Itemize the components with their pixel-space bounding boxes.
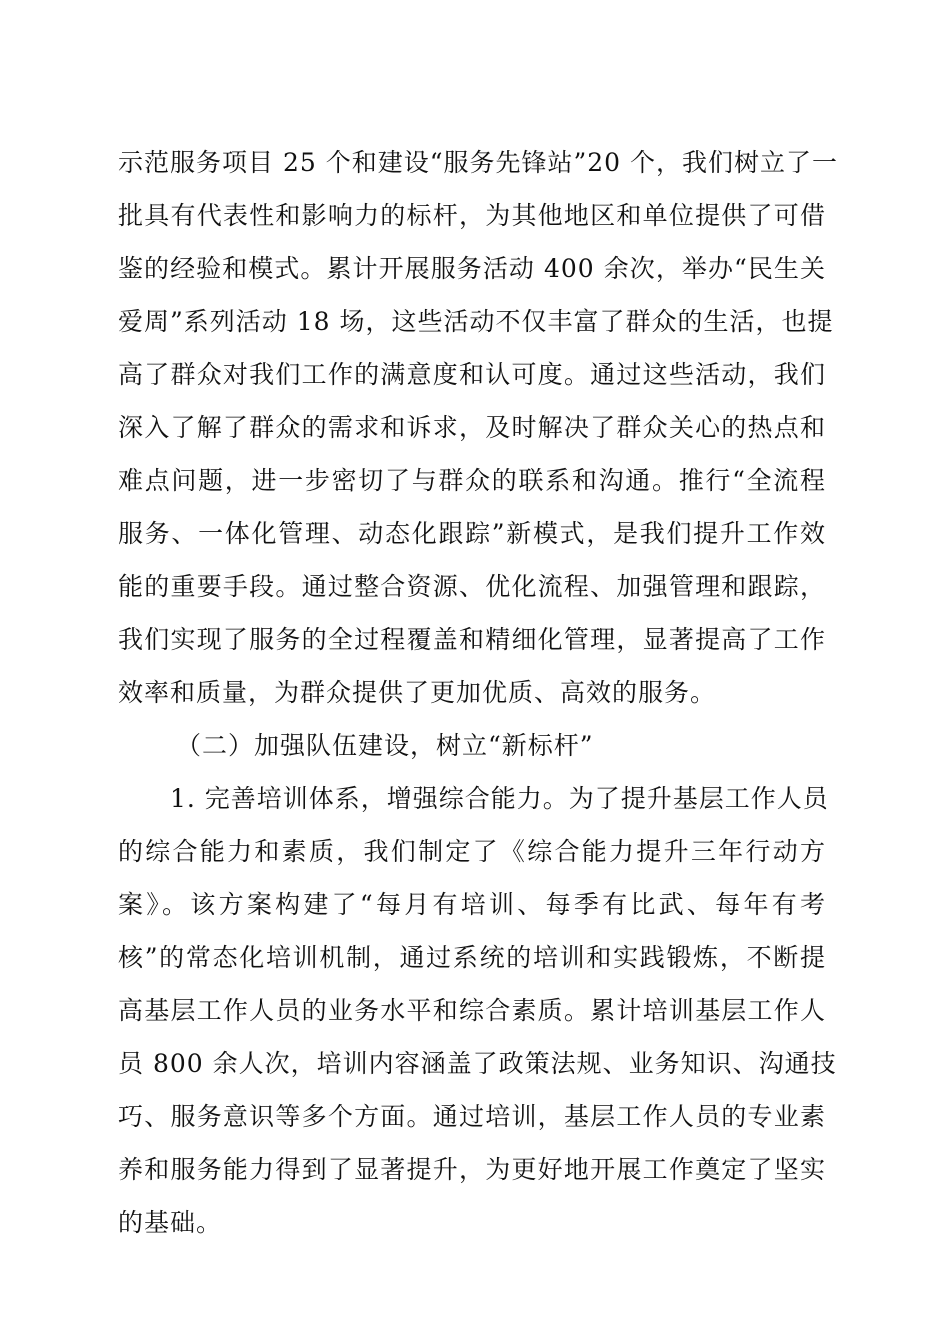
paragraph-line: 高了群众对我们工作的满意度和认可度。通过这些活动，我们 bbox=[118, 360, 826, 389]
paragraph-line: 养和服务能力得到了显著提升，为更好地开展工作奠定了坚实 bbox=[118, 1155, 826, 1184]
paragraph-line: 鉴的经验和模式。累计开展服务活动 400 余次，举办“民生关 bbox=[118, 254, 826, 283]
paragraph-line: 服务、一体化管理、动态化跟踪”新模式，是我们提升工作效 bbox=[118, 519, 826, 548]
section-heading: （二）加强队伍建设，树立“新标杆” bbox=[176, 731, 594, 760]
paragraph-line: 示范服务项目 25 个和建设“服务先锋站”20 个，我们树立了一 bbox=[118, 148, 839, 177]
paragraph-line: 案》。该方案构建了“每月有培训、每季有比武、每年有考 bbox=[118, 890, 826, 919]
paragraph-line: 高基层工作人员的业务水平和综合素质。累计培训基层工作人 bbox=[118, 996, 826, 1025]
paragraph-line: 能的重要手段。通过整合资源、优化流程、加强管理和跟踪， bbox=[118, 572, 826, 601]
paragraph-line: 核”的常态化培训机制，通过系统的培训和实践锻炼，不断提 bbox=[118, 943, 826, 972]
paragraph-line: 爱周”系列活动 18 场，这些活动不仅丰富了群众的生活，也提 bbox=[118, 307, 834, 336]
paragraph-line: 1. 完善培训体系，增强综合能力。为了提升基层工作人员 bbox=[170, 784, 829, 813]
paragraph-line: 巧、服务意识等多个方面。通过培训，基层工作人员的专业素 bbox=[118, 1102, 826, 1131]
paragraph-line: 效率和质量，为群众提供了更加优质、高效的服务。 bbox=[118, 678, 717, 707]
paragraph-line: 我们实现了服务的全过程覆盖和精细化管理，显著提高了工作 bbox=[118, 625, 826, 654]
paragraph-line: 深入了解了群众的需求和诉求，及时解决了群众关心的热点和 bbox=[118, 413, 826, 442]
paragraph-line: 员 800 余人次，培训内容涵盖了政策法规、业务知识、沟通技 bbox=[118, 1049, 837, 1078]
paragraph-line: 的综合能力和素质，我们制定了《综合能力提升三年行动方 bbox=[118, 837, 826, 866]
paragraph-line: 批具有代表性和影响力的标杆，为其他地区和单位提供了可借 bbox=[118, 201, 826, 230]
paragraph-line: 难点问题，进一步密切了与群众的联系和沟通。推行“全流程 bbox=[118, 466, 826, 495]
paragraph-line: 的基础。 bbox=[118, 1208, 223, 1237]
